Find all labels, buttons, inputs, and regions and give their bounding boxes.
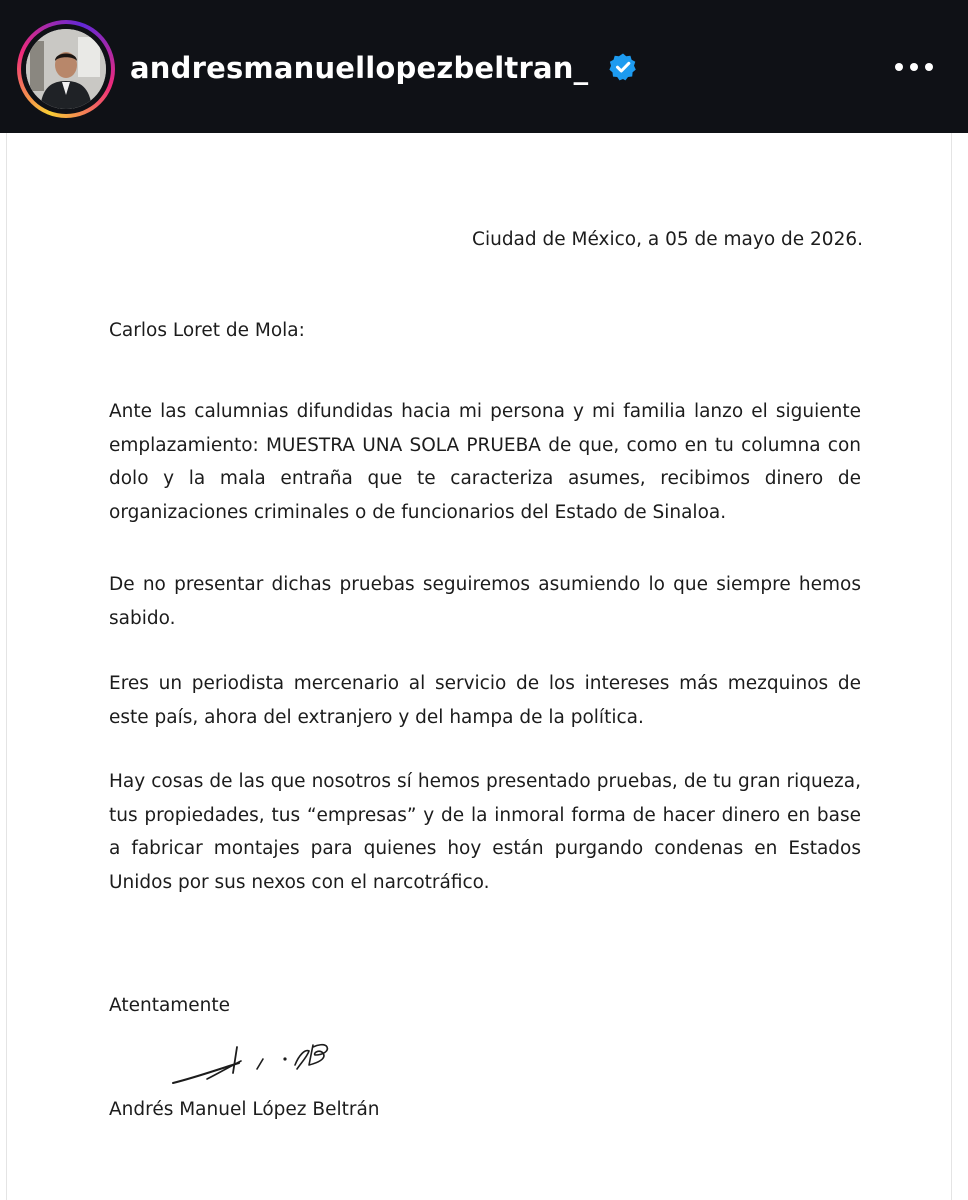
verified-badge-icon bbox=[608, 52, 638, 82]
profile-username[interactable]: andresmanuellopezbeltran_ bbox=[130, 51, 589, 85]
profile-header bbox=[0, 0, 968, 133]
letter-paragraph-1: Ante las calumnias difundidas hacia mi persona y mi familia lanzo el siguiente emplazamiento: MUESTRA UNA SOLA PRUEBA de que, como en tu columna con dolo y la mala entraña que te caracteriza asumes, recibimos dinero de organizaciones criminales o de funcionarios del Estado de Sinaloa. bbox=[109, 401, 861, 523]
letter-paragraph-2: De no presentar dichas pruebas seguiremos asumiendo lo que siempre hemos sabido. bbox=[109, 574, 861, 629]
more-options-icon[interactable] bbox=[886, 50, 942, 84]
avatar-photo bbox=[26, 29, 106, 109]
letter-paragraph-3: Eres un periodista mercenario al servicio de los intereses más mezquinos de este país, ahora del extranjero y del hampa de la política. bbox=[109, 673, 861, 728]
letter-signatory-name: Andrés Manuel López Beltrán bbox=[109, 1099, 380, 1120]
letter-date: Ciudad de México, a 05 de mayo de 2026. bbox=[472, 229, 863, 250]
letter-paragraph-4: Hay cosas de las que nosotros sí hemos presentado pruebas, de tu gran riqueza, tus propiedades, tus “empresas” y de la inmoral forma de hacer dinero en base a fabricar montajes para quienes hoy están purgando condenas en Estados Unidos por sus nexos con el narcotráfico. bbox=[109, 771, 861, 893]
letter-document bbox=[6, 133, 952, 1200]
handwritten-signature bbox=[167, 1039, 347, 1099]
letter-salutation: Carlos Loret de Mola: bbox=[109, 320, 305, 341]
profile-avatar[interactable] bbox=[17, 20, 115, 118]
letter-closing: Atentamente bbox=[109, 995, 231, 1016]
